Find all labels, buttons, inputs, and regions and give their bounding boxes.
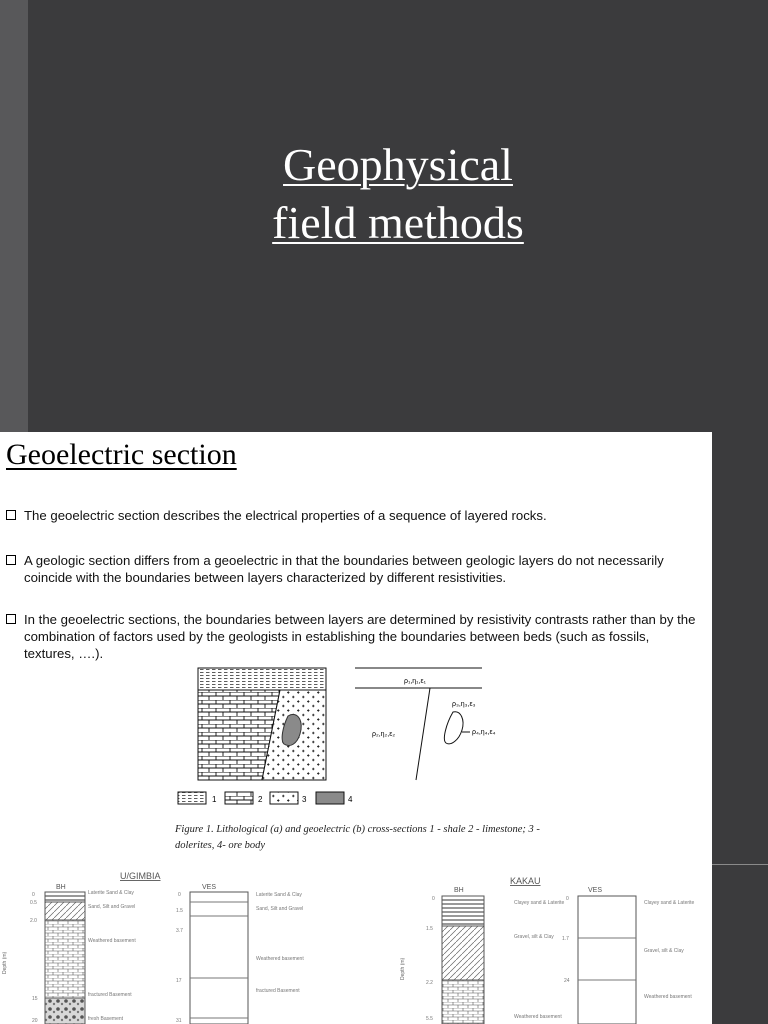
depth-label: 0 (178, 892, 181, 898)
lithological-section (198, 668, 326, 780)
ves-label: VES (202, 884, 217, 891)
bh-note: Clayey sand & Laterite (514, 900, 565, 906)
bh-note: Gravel, silt & Clay (514, 934, 554, 940)
bh-note: Laterite Sand & Clay (88, 890, 134, 896)
borehole-logs (0, 870, 712, 1024)
bh-note: Sand, Silt and Gravel (88, 904, 136, 910)
depth-label: 0.5 (30, 900, 37, 906)
ves-note: Weathered basement (256, 956, 304, 962)
depth-label: 0 (432, 896, 435, 902)
bullet-text: In the geoelectric sections, the boundaries between layers are determined by resistivity contrasts rather than by the combination of factors used by the geologists in establishing the boundaries between beds (such as fossils, textures, ….). (24, 612, 696, 661)
bullet-text: The geoelectric section describes the electrical properties of a sequence of layered rocks. (24, 508, 547, 523)
ves-label: VES (588, 887, 603, 894)
content-slide (0, 432, 712, 1024)
divider (712, 864, 768, 865)
depth-label: 20 (32, 1018, 38, 1024)
rho-label: ρ₄,η₄,ε₄ (472, 729, 496, 736)
ves-note: Gravel, silt & Clay (644, 948, 684, 954)
depth-label: 2.0 (30, 918, 37, 924)
rho-label: ρ₁,η₁,ε₁ (404, 678, 426, 685)
depth-label: 1.7 (562, 936, 569, 942)
left-ves-column (190, 892, 248, 1024)
legend-label: 3 (302, 795, 307, 804)
legend (178, 792, 353, 804)
ves-note: fractured Basement (256, 988, 300, 994)
right-bh-column (442, 896, 484, 1024)
depth-label: 17 (176, 978, 182, 984)
depth-label: 15 (32, 996, 38, 1002)
bullet-item (6, 552, 700, 586)
depth-label: 3.7 (176, 928, 183, 934)
right-ves-column (578, 896, 636, 1024)
left-accent-stripe (0, 0, 28, 432)
depth-label: 1.5 (176, 908, 183, 914)
left-bh-column (45, 892, 85, 1024)
ves-note: Weathered basement (644, 994, 692, 1000)
ves-note: Sand, Silt and Gravel (256, 906, 304, 912)
axis-label: Depth (m) (2, 951, 8, 974)
bh-label: BH (56, 884, 66, 891)
title-slide (28, 0, 768, 432)
depth-label: 1.5 (426, 926, 433, 932)
bullet-text: A geologic section differs from a geoelectric in that the boundaries between geologic layers do not necessarily coincide with the boundaries between layers characterized by different resistivities. (24, 553, 664, 585)
bh-note: fresh Basement (88, 1016, 124, 1022)
slide-title (28, 136, 768, 252)
depth-label: 5.5 (426, 1016, 433, 1022)
section-heading: Geoelectric section (6, 438, 237, 471)
depth-label: 24 (564, 978, 570, 984)
bullet-item (6, 507, 700, 524)
figure-caption: Figure 1. Lithological (a) and geoelectric (b) cross-sections 1 - shale 2 - limestone; 3 - dolerites, 4- ore body (175, 824, 540, 851)
bh-note: Weathered basement (514, 1014, 562, 1020)
checkbox-bullet-icon (6, 555, 16, 565)
log-title: U/GIMBIA (120, 871, 161, 881)
legend-label: 4 (348, 795, 353, 804)
bh-label: BH (454, 887, 464, 894)
title-line-2: field methods (272, 197, 524, 248)
right-dark-strip (712, 432, 768, 1024)
bh-note: fractured Basement (88, 992, 132, 998)
checkbox-bullet-icon (6, 614, 16, 624)
rho-label: ρ₂,η₂,ε₂ (372, 731, 396, 738)
title-line-1: Geophysical (283, 139, 513, 190)
depth-label: 31 (176, 1018, 182, 1024)
bullet-item (6, 611, 700, 662)
legend-label: 1 (212, 795, 217, 804)
log-title: KAKAU (510, 876, 541, 886)
checkbox-bullet-icon (6, 510, 16, 520)
legend-label: 2 (258, 795, 263, 804)
figure-1 (170, 668, 496, 818)
depth-label: 0 (566, 896, 569, 902)
ves-note: Clayey sand & Laterite (644, 900, 695, 906)
depth-label: 0 (32, 892, 35, 898)
axis-label: Depth (m) (400, 957, 406, 980)
ves-note: Laterite Sand & Clay (256, 892, 302, 898)
rho-label: ρ₃,η₃,ε₃ (452, 701, 476, 708)
depth-label: 2.2 (426, 980, 433, 986)
bh-note: Weathered basement (88, 938, 136, 944)
